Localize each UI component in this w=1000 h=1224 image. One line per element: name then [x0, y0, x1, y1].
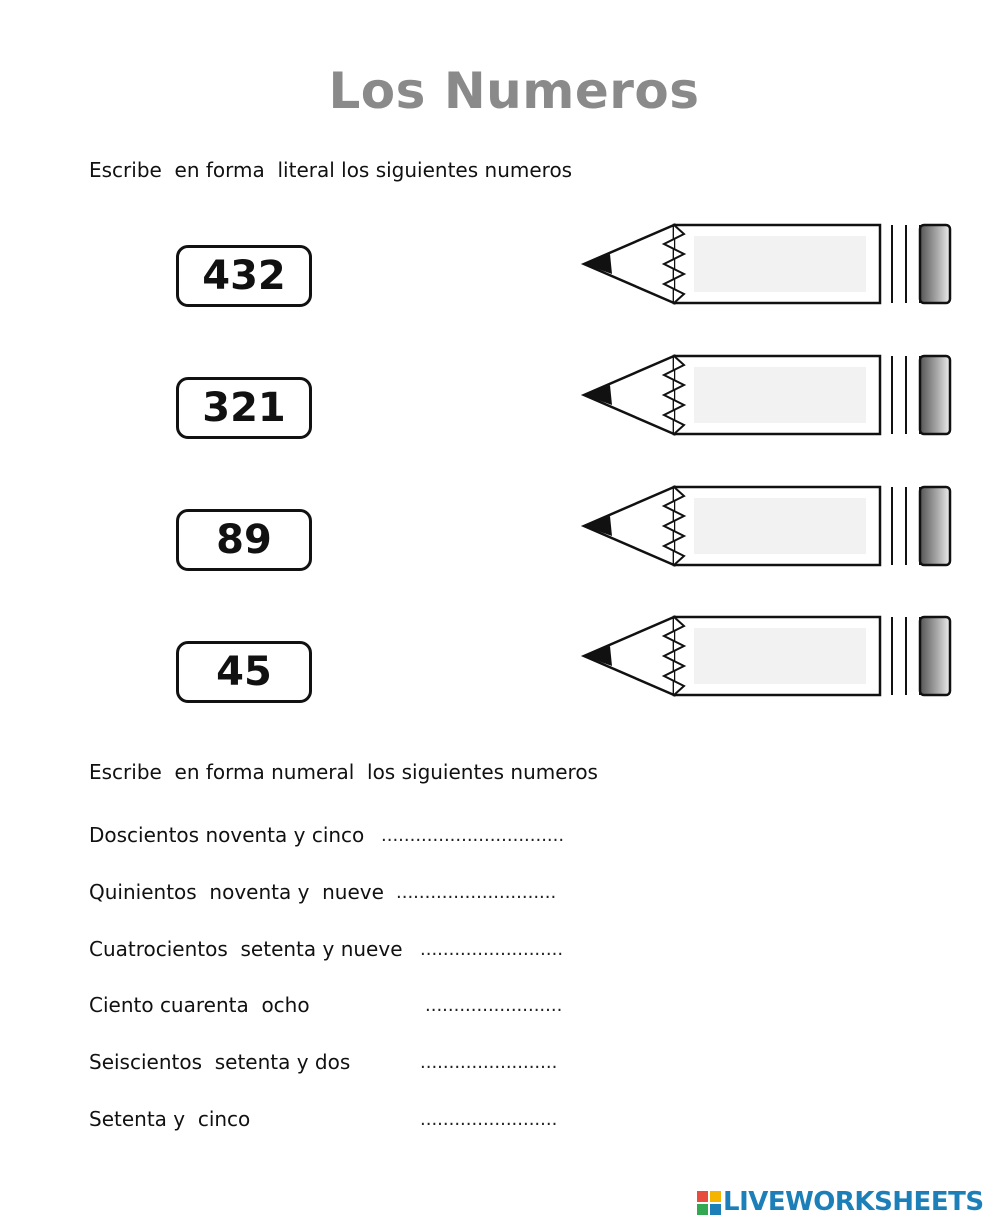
numeral-input-4[interactable] [425, 994, 553, 1020]
answer-dots: ........................ [420, 1109, 558, 1130]
question-label: Ciento cuarenta ocho [89, 993, 310, 1017]
question-label: Cuatrocientos setenta y nueve [89, 937, 403, 961]
numeral-input-5[interactable] [420, 1051, 548, 1077]
numeral-input-3[interactable] [420, 938, 552, 964]
answer-dots: ........................ [420, 1052, 558, 1073]
page-title: Los Numeros [328, 62, 700, 120]
answer-input-4[interactable] [694, 628, 866, 684]
numeral-input-6[interactable] [420, 1108, 548, 1134]
numeral-input-2[interactable] [396, 881, 550, 907]
question-label: Seiscientos setenta y dos [89, 1050, 351, 1074]
answer-input-3[interactable] [694, 498, 866, 554]
number-box-2: 321 [176, 377, 312, 439]
question-label: Doscientos noventa y cinco [89, 823, 365, 847]
instruction-numeral: Escribe en forma numeral los siguientes numeros [89, 760, 598, 784]
number-box-3: 89 [176, 509, 312, 571]
instruction-literal: Escribe en forma literal los siguientes numeros [89, 158, 573, 182]
number-box-4: 45 [176, 641, 312, 703]
question-label: Setenta y cinco [89, 1107, 251, 1131]
answer-dots: ........................ [425, 995, 563, 1016]
answer-dots: ............................ [396, 882, 557, 903]
answer-input-2[interactable] [694, 367, 866, 423]
number-box-1: 432 [176, 245, 312, 307]
numeral-input-1[interactable] [380, 824, 552, 850]
question-label: Quinientos noventa y nueve [89, 880, 384, 904]
answer-input-1[interactable] [694, 236, 866, 292]
answer-dots: ................................ [381, 825, 565, 846]
brand-name: LIVEWORKSHEETS [723, 1187, 984, 1217]
answer-dots: ......................... [420, 939, 564, 960]
footer-brand [697, 1187, 997, 1219]
liveworksheets-logo-icon [697, 1191, 721, 1215]
